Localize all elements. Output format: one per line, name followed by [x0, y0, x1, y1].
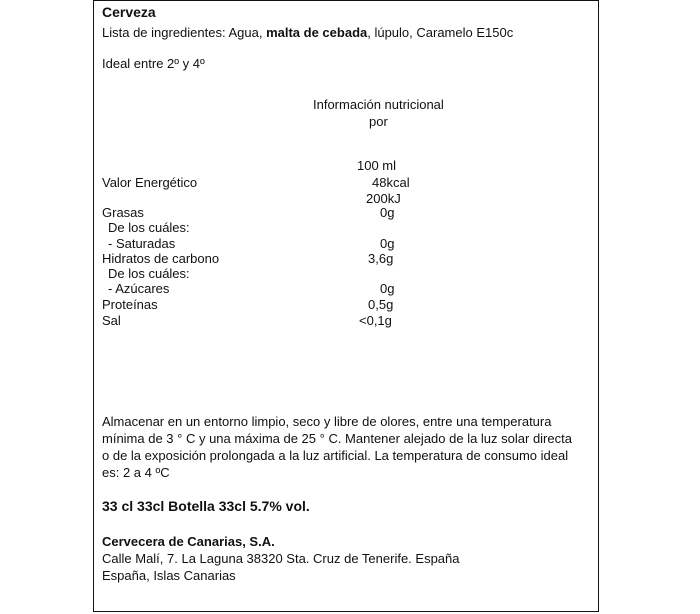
nutrition-row-label: De los cuáles:	[108, 220, 190, 235]
nutrition-row-value: 0g	[380, 205, 395, 220]
storage-instructions: Almacenar en un entorno limpio, seco y libre de olores, entre una temperatura mínima de 3 ° C y una máxima de 25 ° C. Mantener alejado de la luz solar directa o de la exposición prolongada a la luz artificial. La temperatura de consumo ideal es: 2 a 4 ºC	[102, 414, 572, 480]
nutrition-row-value: 3,6g	[368, 251, 394, 266]
nutrition-row-label: - Azúcares	[108, 281, 170, 296]
nutrition-row-value: 0g	[380, 236, 395, 251]
serving-temperature: Ideal entre 2º y 4º	[102, 56, 205, 71]
nutrition-row-value: 48kcal	[372, 175, 410, 190]
ingredients-allergen: malta de cebada	[266, 25, 368, 40]
nutrition-row-label: Hidratos de carbono	[102, 251, 220, 266]
ingredients-suffix: , lúpulo, Caramelo E150c	[367, 25, 514, 40]
ingredients-prefix: Lista de ingredientes: Agua,	[102, 25, 263, 40]
nutrition-row-label: Sal	[102, 313, 121, 328]
nutrition-row-value: 0,5g	[368, 297, 394, 312]
nutrition-row-label: - Saturadas	[108, 236, 176, 251]
nutrition-per-unit: 100 ml	[357, 158, 397, 173]
product-title: Cerveza	[102, 4, 156, 20]
nutrition-heading-per: por	[369, 114, 388, 129]
nutrition-row-label: Grasas	[102, 205, 144, 220]
ingredients-line	[102, 25, 513, 41]
nutrition-heading: Información nutricional	[313, 97, 444, 112]
nutrition-row-label: Proteínas	[102, 297, 158, 312]
manufacturer-address: Calle Malí, 7. La Laguna 38320 Sta. Cruz de Tenerife. España	[102, 551, 460, 566]
manufacturer-name: Cervecera de Canarias, S.A.	[102, 534, 275, 549]
nutrition-row-label: Valor Energético	[102, 175, 198, 190]
volume-line: 33 cl 33cl Botella 33cl 5.7% vol.	[102, 498, 310, 514]
nutrition-row-label: De los cuáles:	[108, 266, 190, 281]
nutrition-row-value: 200kJ	[366, 191, 401, 206]
label-frame	[93, 0, 599, 612]
nutrition-row-value: <0,1g	[359, 313, 392, 328]
manufacturer-region: España, Islas Canarias	[102, 568, 236, 583]
nutrition-row-value: 0g	[380, 281, 395, 296]
